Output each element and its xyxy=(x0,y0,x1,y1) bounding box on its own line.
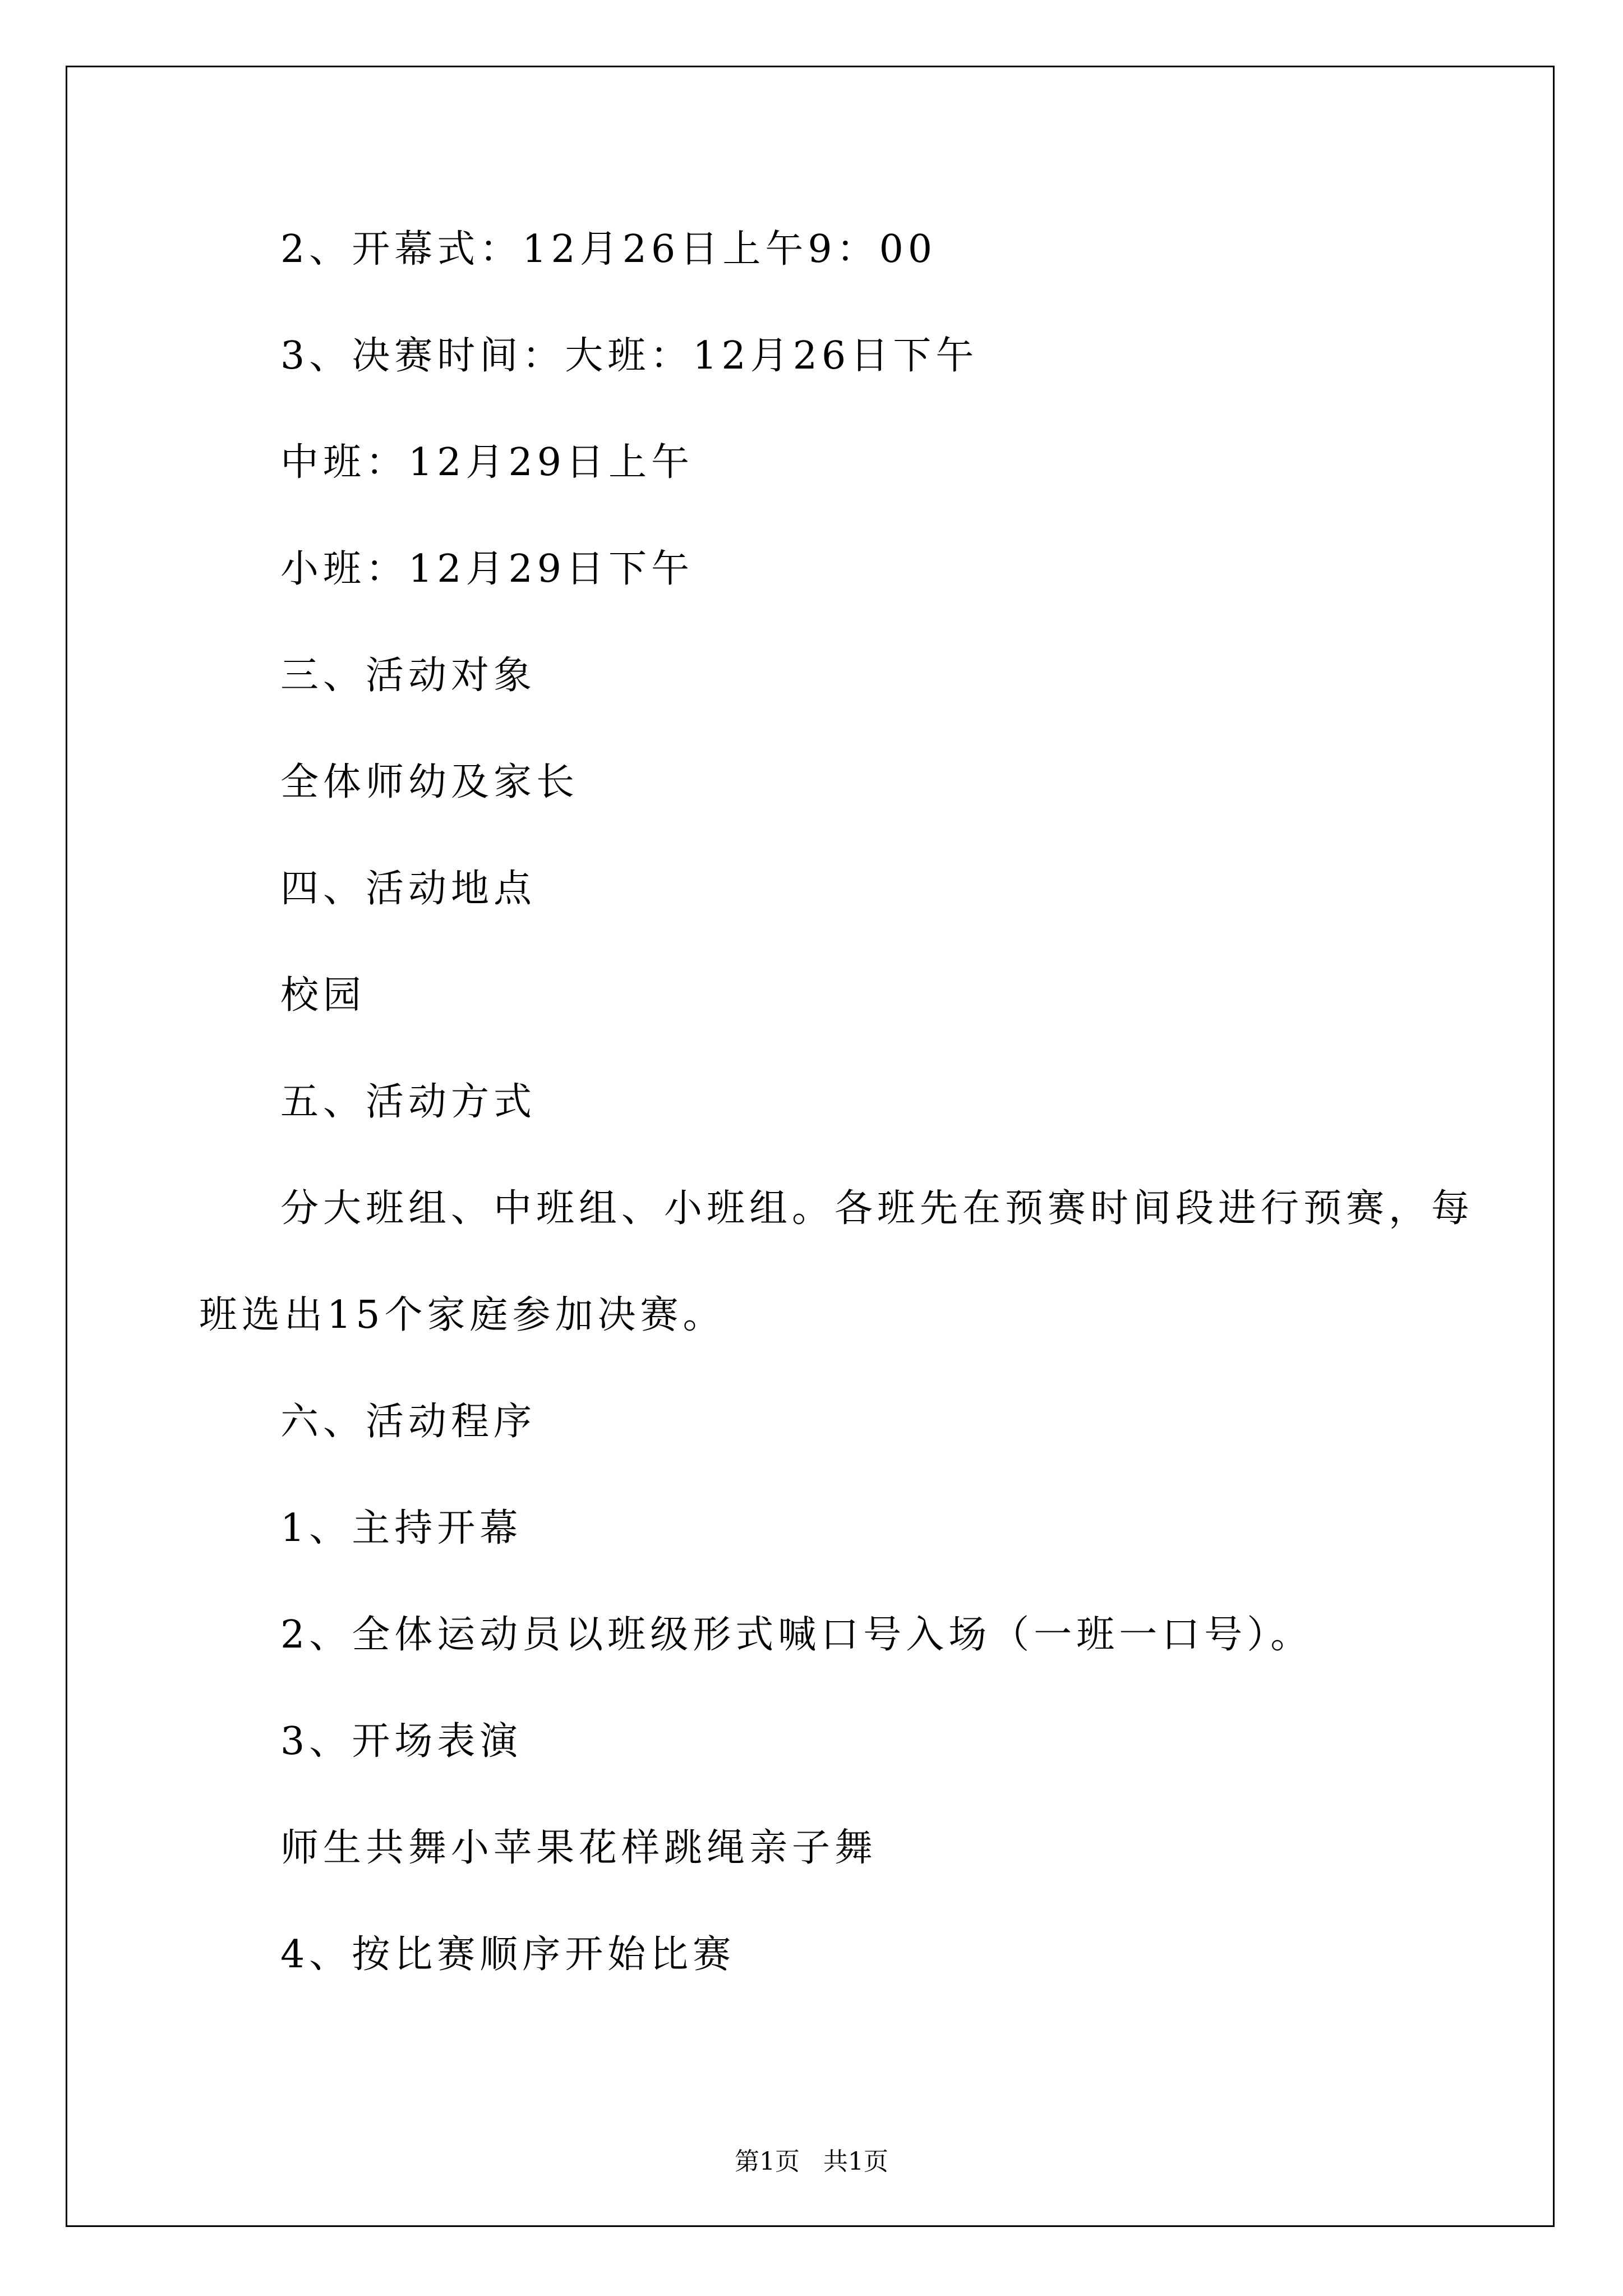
page-footer: 第1页 共1页 xyxy=(735,2147,888,2176)
text-line-procedure-4: 4、按比赛顺序开始比赛 xyxy=(280,1932,736,1977)
section-heading-procedure: 六、活动程序 xyxy=(280,1400,537,1444)
text-line-participants: 全体师幼及家长 xyxy=(280,760,579,804)
text-line-procedure-2: 2、全体运动员以班级形式喊口号入场（一班一口号）。 xyxy=(280,1613,1313,1657)
text-line-final-time-large-class: 3、决赛时间：大班：12月26日下午 xyxy=(280,334,979,378)
text-line-procedure-1: 1、主持开幕 xyxy=(280,1506,523,1550)
text-line-small-class-time: 小班：12月29日下午 xyxy=(280,547,694,591)
section-heading-location: 四、活动地点 xyxy=(280,867,537,911)
section-heading-format: 五、活动方式 xyxy=(280,1080,537,1124)
text-line-opening-time: 2、开幕式：12月26日上午9：00 xyxy=(280,227,937,272)
text-line-location: 校园 xyxy=(280,973,366,1018)
section-heading-participants: 三、活动对象 xyxy=(280,654,537,698)
page-border xyxy=(66,66,1555,2227)
paragraph-format-line-2: 班选出15个家庭参加决赛。 xyxy=(199,1293,726,1337)
text-line-performance: 师生共舞小苹果花样跳绳亲子舞 xyxy=(280,1826,878,1870)
text-line-middle-class-time: 中班：12月29日上午 xyxy=(280,440,694,485)
text-line-procedure-3: 3、开场表演 xyxy=(280,1719,523,1764)
paragraph-format-line-1: 分大班组、中班组、小班组。各班先在预赛时间段进行预赛，每 xyxy=(280,1186,1474,1231)
